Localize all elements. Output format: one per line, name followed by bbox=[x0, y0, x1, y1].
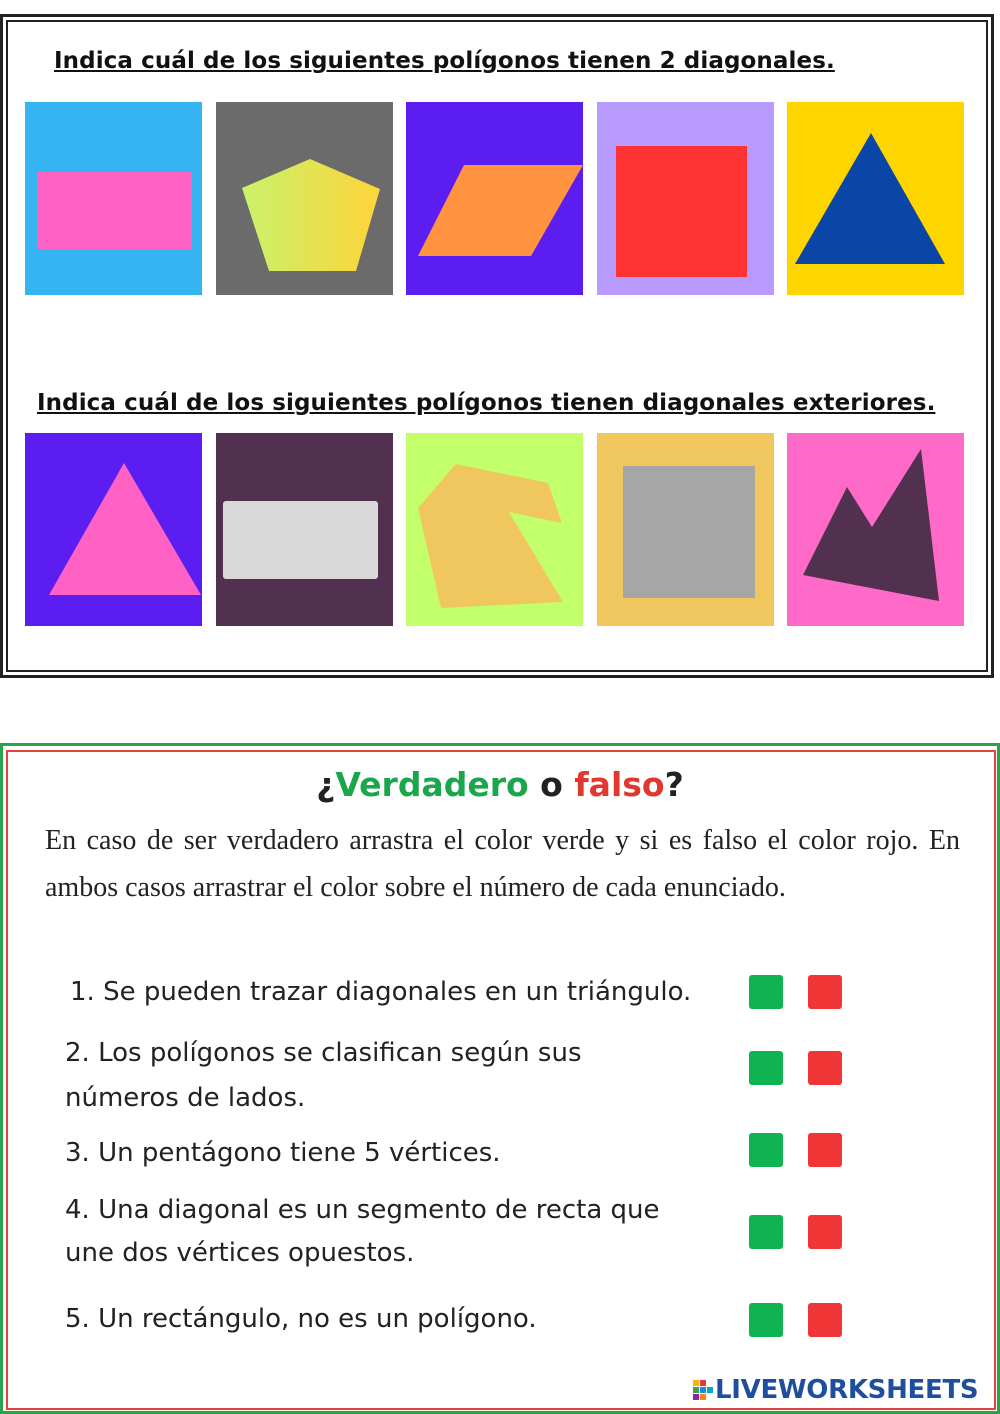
statement-4 bbox=[65, 1187, 660, 1276]
shape-tile-triangle-2[interactable] bbox=[25, 433, 202, 626]
statement-1 bbox=[70, 969, 691, 1015]
true-green-box-3[interactable] bbox=[749, 1133, 783, 1167]
square-shape bbox=[597, 102, 774, 295]
instructions-text: En caso de ser verdadero arrastra el color verde y si es falso el color rojo. En ambos casos arrastrar el color sobre el número de cada enunciado. bbox=[45, 825, 960, 903]
shape-tile-rectangle-2[interactable] bbox=[216, 433, 393, 626]
false-red-box-4[interactable] bbox=[808, 1215, 842, 1249]
shape-tile-triangle[interactable] bbox=[787, 102, 964, 295]
logo-text: LIVEWORKSHEETS bbox=[715, 1375, 979, 1405]
shape-tile-concave-2[interactable] bbox=[787, 433, 964, 626]
title-true-word: Verdadero bbox=[335, 765, 529, 804]
concave-polygon-shape bbox=[406, 433, 583, 626]
false-red-box-5[interactable] bbox=[808, 1303, 842, 1337]
title-open-mark: ¿ bbox=[316, 765, 336, 804]
true-green-box-5[interactable] bbox=[749, 1303, 783, 1337]
false-red-box-3[interactable] bbox=[808, 1133, 842, 1167]
title-close-mark: ? bbox=[664, 765, 684, 804]
shape-tile-concave-1[interactable] bbox=[406, 433, 583, 626]
pentagon-shape bbox=[216, 102, 393, 295]
statement-4-line2: une dos vértices opuestos. bbox=[65, 1238, 415, 1268]
statement-4-line1: 4. Una diagonal es un segmento de recta que bbox=[65, 1195, 660, 1225]
true-false-title bbox=[0, 765, 1000, 804]
statement-1-line1: 1. Se pueden trazar diagonales en un triángulo. bbox=[70, 977, 692, 1007]
statement-2-line1: 2. Los polígonos se clasifican según sus bbox=[65, 1038, 582, 1068]
liveworksheets-logo bbox=[693, 1376, 978, 1404]
statement-5 bbox=[65, 1296, 537, 1342]
true-green-box-1[interactable] bbox=[749, 975, 783, 1009]
section2-heading: Indica cuál de los siguientes polígonos tienen diagonales exteriores. bbox=[37, 390, 936, 416]
shape-tile-square-2[interactable] bbox=[597, 433, 774, 626]
parallelogram-shape bbox=[406, 102, 583, 295]
false-red-box-1[interactable] bbox=[808, 975, 842, 1009]
rectangle-shape bbox=[25, 102, 202, 295]
shape-tile-pentagon[interactable] bbox=[216, 102, 393, 295]
shape-tile-rectangle[interactable] bbox=[25, 102, 202, 295]
title-false-word: falso bbox=[574, 765, 665, 804]
statement-5-line1: 5. Un rectángulo, no es un polígono. bbox=[65, 1304, 537, 1334]
shape-tile-parallelogram[interactable] bbox=[406, 102, 583, 295]
rectangle-shape bbox=[216, 433, 393, 626]
statement-3-line1: 3. Un pentágono tiene 5 vértices. bbox=[65, 1138, 501, 1168]
statement-2-line2: números de lados. bbox=[65, 1083, 306, 1113]
liveworksheets-mark-icon bbox=[693, 1380, 713, 1400]
section1-heading: Indica cuál de los siguientes polígonos tienen 2 diagonales. bbox=[54, 48, 835, 74]
statement-3 bbox=[65, 1130, 501, 1176]
square-shape bbox=[597, 433, 774, 626]
statement-2 bbox=[65, 1030, 582, 1121]
triangle-shape bbox=[787, 102, 964, 295]
title-or-word: o bbox=[528, 765, 575, 804]
concave-polygon-shape bbox=[787, 433, 964, 626]
shape-tile-square[interactable] bbox=[597, 102, 774, 295]
true-green-box-4[interactable] bbox=[749, 1215, 783, 1249]
true-green-box-2[interactable] bbox=[749, 1051, 783, 1085]
false-red-box-2[interactable] bbox=[808, 1051, 842, 1085]
triangle-shape bbox=[25, 433, 202, 626]
